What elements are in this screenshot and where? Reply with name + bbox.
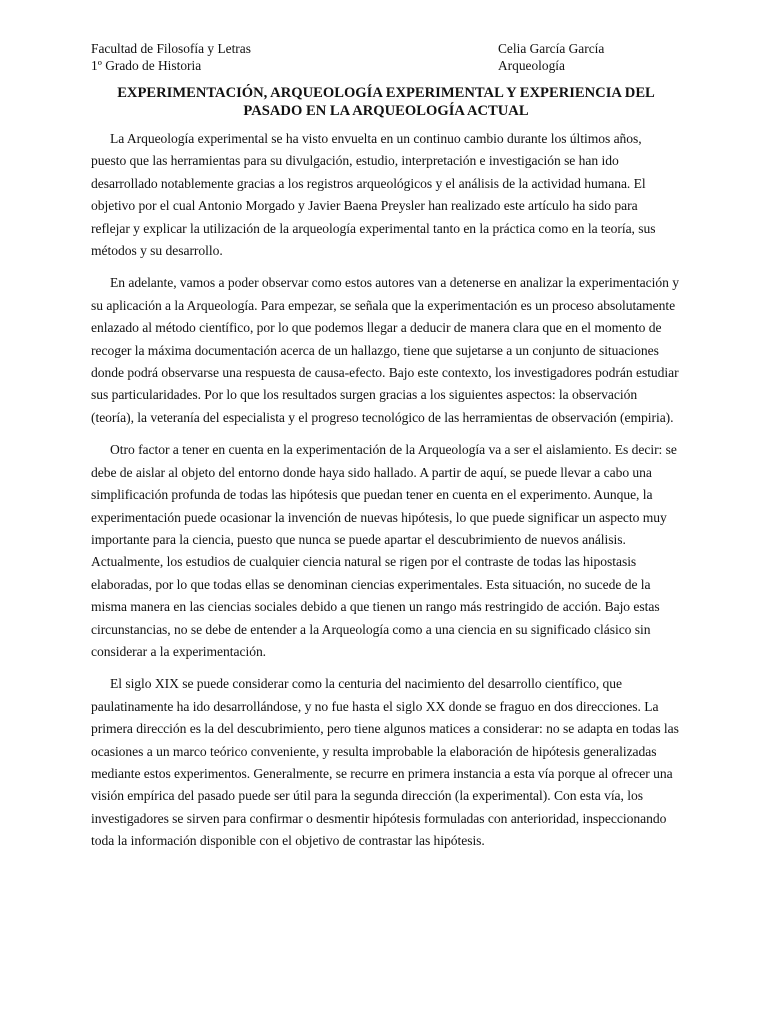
paragraph-1: La Arqueología experimental se ha visto envuelta en un continuo cambio durante los últimos años, puesto que las herramientas para su divulgación, estudio, interpretación e investigación se han ido desarrollado notablemente gracias a los registros arqueológicos y el análisis de la actividad humana. El objetivo por el cual Antonio Morgado y Javier Baena Preysler han realizado este artículo ha sido para reflejar y explicar la utilización de la arqueología experimental tanto en la práctica como en la teoría, sus métodos y su desarrollo. bbox=[91, 131, 656, 259]
faculty-name: Facultad de Filosofía y Letras bbox=[91, 41, 251, 56]
document-title bbox=[84, 85, 688, 120]
author-name: Celia García García bbox=[498, 41, 605, 56]
document-body bbox=[91, 128, 679, 863]
paragraph-2: En adelante, vamos a poder observar como estos autores van a detenerse en analizar la experimentación y su aplicación a la Arqueología. Para empezar, se señala que la experimentación es un proceso absolutamente enlazado al método científico, por lo que podemos llegar a deducir de manera clara que en el momento de recoger la máxima documentación acerca de un hallazgo, tiene que sujetarse a un conjunto de situaciones donde podrá observarse una respuesta de causa-efecto. Bajo este contexto, los investigadores podrán estudiar sus particularidades. Por lo que los resultados surgen gracias a los siguientes aspectos: la observación (teoría), la veteranía del especialista y el progreso tecnológico de las herramientas de observación (empiria). bbox=[91, 275, 679, 425]
degree-name: 1º Grado de Historia bbox=[91, 57, 202, 73]
paragraph-4: El siglo XIX se puede considerar como la centuria del nacimiento del desarrollo científico, que paulatinamente ha ido desarrollándose, y no fue hasta el siglo XX donde se fraguo en dos direcciones. La primera dirección es la del descubrimiento, pero tiene algunos matices a considerar: no se adapta en todas las ocasiones a un marco teórico conveniente, y resulta improbable la elaboración de hipótesis generalizadas mediante estos experimentos. Generalmente, se recurre en primera instancia a esta vía porque al ofrecer una visión empírica del pasado puede ser útil para la segunda dirección (la experimental). Con esta vía, los investigadores se sirven para confirmar o desmentir hipótesis formuladas con anterioridad, inspeccionando toda la información disponible con el objetivo de contrastar las hipótesis. bbox=[91, 676, 679, 849]
title-line-1: EXPERIMENTACIÓN, ARQUEOLOGÍA EXPERIMENTAL Y EXPERIENCIA DEL bbox=[117, 85, 655, 101]
header-left bbox=[91, 41, 251, 74]
title-line-2: PASADO EN LA ARQUEOLOGÍA ACTUAL bbox=[243, 102, 529, 119]
subject-name: Arqueología bbox=[498, 57, 565, 73]
paragraph-3: Otro factor a tener en cuenta en la experimentación de la Arqueología va a ser el aislamiento. Es decir: se debe de aislar al objeto del entorno donde haya sido hallado. A partir de aquí, se puede llevar a cabo una simplificación profunda de todas las hipótesis que puedan tener en cuenta en el experimento. Aunque, la experimentación puede ocasionar la invención de nuevas hipótesis, lo que puede significar un aspecto muy importante para la ciencia, puesto que nunca se puede apartar el descubrimiento de nuevos análisis. Actualmente, los estudios de cualquier ciencia natural se rigen por el contraste de todas las hipostasis elaboradas, por lo que todas ellas se denominan ciencias experimentales. Esta situación, no sucede de la misma manera en las ciencias sociales debido a que tienen un rango más restringido de acción. Bajo estas circunstancias, no se debe de entender a la Arqueología como a una ciencia en su significado clásico sin considerar a la experimentación. bbox=[91, 442, 677, 659]
header-right bbox=[498, 41, 604, 74]
